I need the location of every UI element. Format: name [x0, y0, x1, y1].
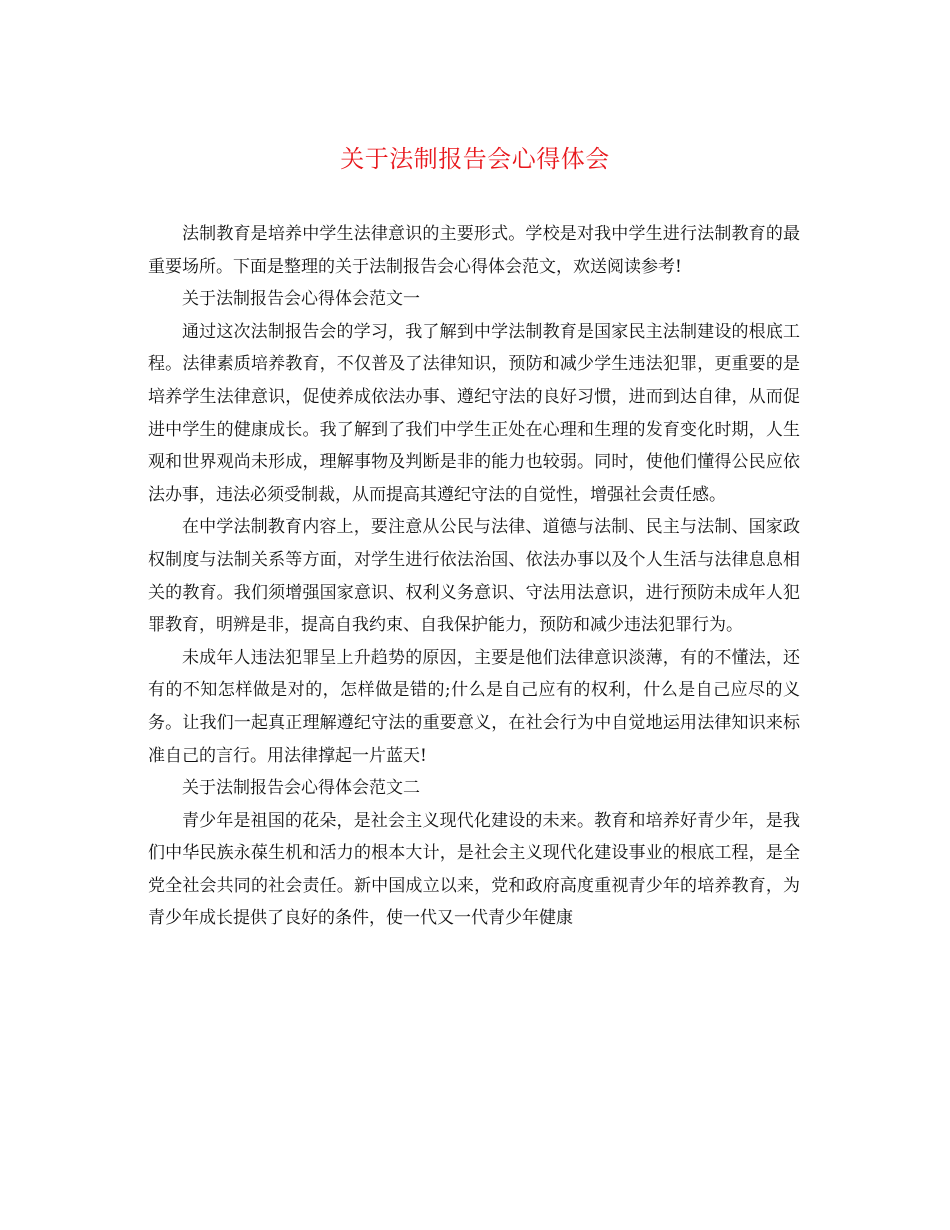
section-heading-sample-one: 关于法制报告会心得体会范文一 — [182, 289, 420, 310]
paragraph: 青少年是祖国的花朵，是社会主义现代化建设的未来。教育和培养好青少年，是我们中华民族永葆生机和活力的根本大计，是社会主义现代化建设事业的根底工程，是全党全社会共同的社会责任。新中国成立以来，党和政府高度重视青少年的培养教育，为青少年成长提供了良好的条件，使一代又一代青少年健康 — [148, 810, 800, 929]
paragraph: 通过这次法制报告会的学习，我了解到中学法制教育是国家民主法制建设的根底工程。法律素质培养教育，不仅普及了法律知识，预防和减少学生违法犯罪，更重要的是培养学生法律意识，促使养成依法办事、遵纪守法的良好习惯，进而到达自律，从而促进中学生的健康成长。我了解到了我们中学生正处在心理和生理的发育变化时期，人生观和世界观尚未形成，理解事物及判断是非的能力也较弱。同时，使他们懂得公民应依法办事，违法必须受制裁，从而提高其遵纪守法的自觉性，增强社会责任感。 — [148, 321, 800, 505]
paragraph-intro: 法制教育是培养中学生法律意识的主要形式。学校是对我中学生进行法制教育的最重要场所。下面是整理的关于法制报告会心得体会范文，欢送阅读参考! — [148, 224, 800, 277]
paragraph: 未成年人违法犯罪呈上升趋势的原因，主要是他们法律意识淡薄，有的不懂法，还有的不知怎样做是对的，怎样做是错的;什么是自己应有的权利，什么是自己应尽的义务。让我们一起真正理解遵纪守法的重要意义，在社会行为中自觉地运用法律知识来标准自己的言行。用法律撑起一片蓝天! — [148, 647, 800, 766]
document-title: 关于法制报告会心得体会 — [340, 145, 610, 173]
paragraph: 在中学法制教育内容上，要注意从公民与法律、道德与法制、民主与法制、国家政权制度与法制关系等方面，对学生进行依法治国、依法办事以及个人生活与法律息息相关的教育。我们须增强国家意识、权利义务意识、守法用法意识，进行预防未成年人犯罪教育，明辨是非，提高自我约束、自我保护能力，预防和减少违法犯罪行为。 — [148, 517, 800, 636]
section-heading-sample-two: 关于法制报告会心得体会范文二 — [182, 778, 420, 799]
document-body — [148, 218, 800, 935]
